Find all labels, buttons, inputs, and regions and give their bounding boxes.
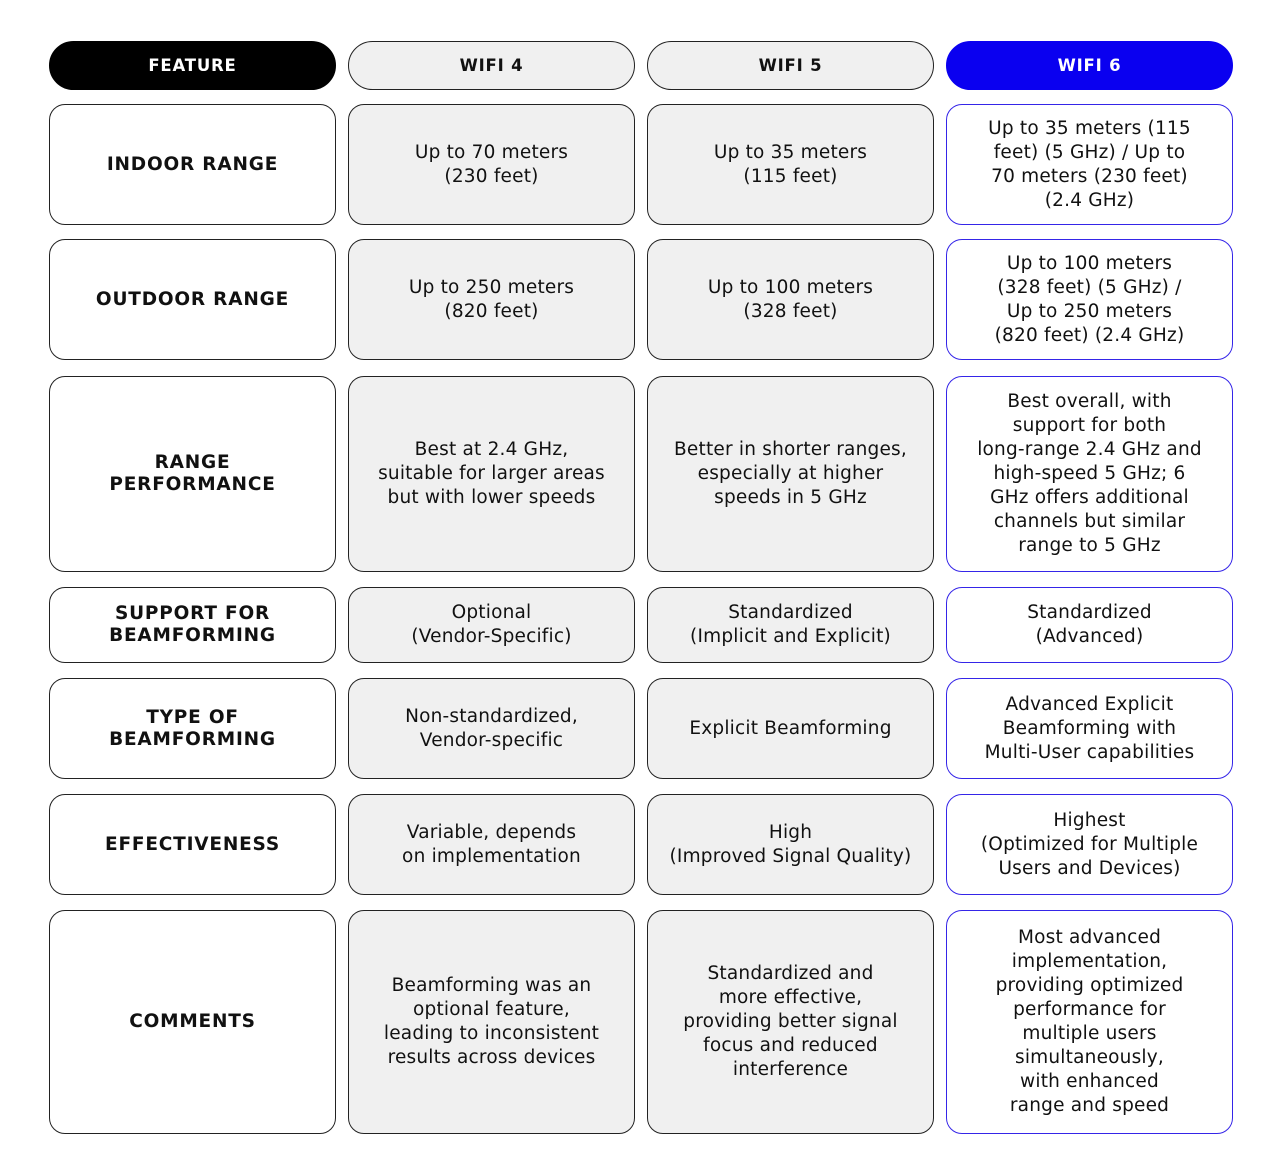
header-row bbox=[49, 41, 1232, 90]
wifi4-cell: Non-standardized, Vendor-specific bbox=[348, 678, 635, 779]
header-wifi5: WIFI 5 bbox=[647, 41, 934, 90]
feature-cell: SUPPORT FOR BEAMFORMING bbox=[49, 587, 336, 663]
header-feature: FEATURE bbox=[49, 41, 336, 90]
table-row bbox=[49, 678, 1232, 779]
wifi4-cell: Up to 250 meters (820 feet) bbox=[348, 239, 635, 360]
wifi6-cell: Advanced Explicit Beamforming with Multi-User capabilities bbox=[946, 678, 1233, 779]
wifi6-cell: Most advanced implementation, providing optimized performance for multiple users simultaneously, with enhanced range and speed bbox=[946, 910, 1233, 1134]
feature-cell: INDOOR RANGE bbox=[49, 104, 336, 225]
table-row bbox=[49, 104, 1232, 225]
feature-cell: RANGE PERFORMANCE bbox=[49, 376, 336, 572]
feature-cell: EFFECTIVENESS bbox=[49, 794, 336, 895]
comparison-table bbox=[49, 41, 1232, 1134]
wifi5-cell: Standardized (Implicit and Explicit) bbox=[647, 587, 934, 663]
feature-cell: TYPE OF BEAMFORMING bbox=[49, 678, 336, 779]
wifi5-cell: High (Improved Signal Quality) bbox=[647, 794, 934, 895]
feature-cell: OUTDOOR RANGE bbox=[49, 239, 336, 360]
table-row bbox=[49, 376, 1232, 572]
wifi5-cell: Better in shorter ranges, especially at higher speeds in 5 GHz bbox=[647, 376, 934, 572]
table-row bbox=[49, 794, 1232, 895]
wifi4-cell: Variable, depends on implementation bbox=[348, 794, 635, 895]
header-wifi4: WIFI 4 bbox=[348, 41, 635, 90]
table-row bbox=[49, 910, 1232, 1134]
wifi4-cell: Best at 2.4 GHz, suitable for larger areas but with lower speeds bbox=[348, 376, 635, 572]
wifi6-cell: Up to 100 meters (328 feet) (5 GHz) / Up to 250 meters (820 feet) (2.4 GHz) bbox=[946, 239, 1233, 360]
wifi6-cell: Highest (Optimized for Multiple Users and Devices) bbox=[946, 794, 1233, 895]
wifi4-cell: Beamforming was an optional feature, leading to inconsistent results across devices bbox=[348, 910, 635, 1134]
table-row bbox=[49, 587, 1232, 663]
feature-cell: COMMENTS bbox=[49, 910, 336, 1134]
wifi4-cell: Up to 70 meters (230 feet) bbox=[348, 104, 635, 225]
wifi6-cell: Best overall, with support for both long-range 2.4 GHz and high-speed 5 GHz; 6 GHz offers additional channels but similar range to 5 GHz bbox=[946, 376, 1233, 572]
header-wifi6: WIFI 6 bbox=[946, 41, 1233, 90]
wifi6-cell: Up to 35 meters (115 feet) (5 GHz) / Up to 70 meters (230 feet) (2.4 GHz) bbox=[946, 104, 1233, 225]
wifi5-cell: Explicit Beamforming bbox=[647, 678, 934, 779]
wifi5-cell: Standardized and more effective, providing better signal focus and reduced interference bbox=[647, 910, 934, 1134]
wifi5-cell: Up to 100 meters (328 feet) bbox=[647, 239, 934, 360]
wifi5-cell: Up to 35 meters (115 feet) bbox=[647, 104, 934, 225]
wifi6-cell: Standardized (Advanced) bbox=[946, 587, 1233, 663]
table-row bbox=[49, 239, 1232, 360]
wifi4-cell: Optional (Vendor-Specific) bbox=[348, 587, 635, 663]
